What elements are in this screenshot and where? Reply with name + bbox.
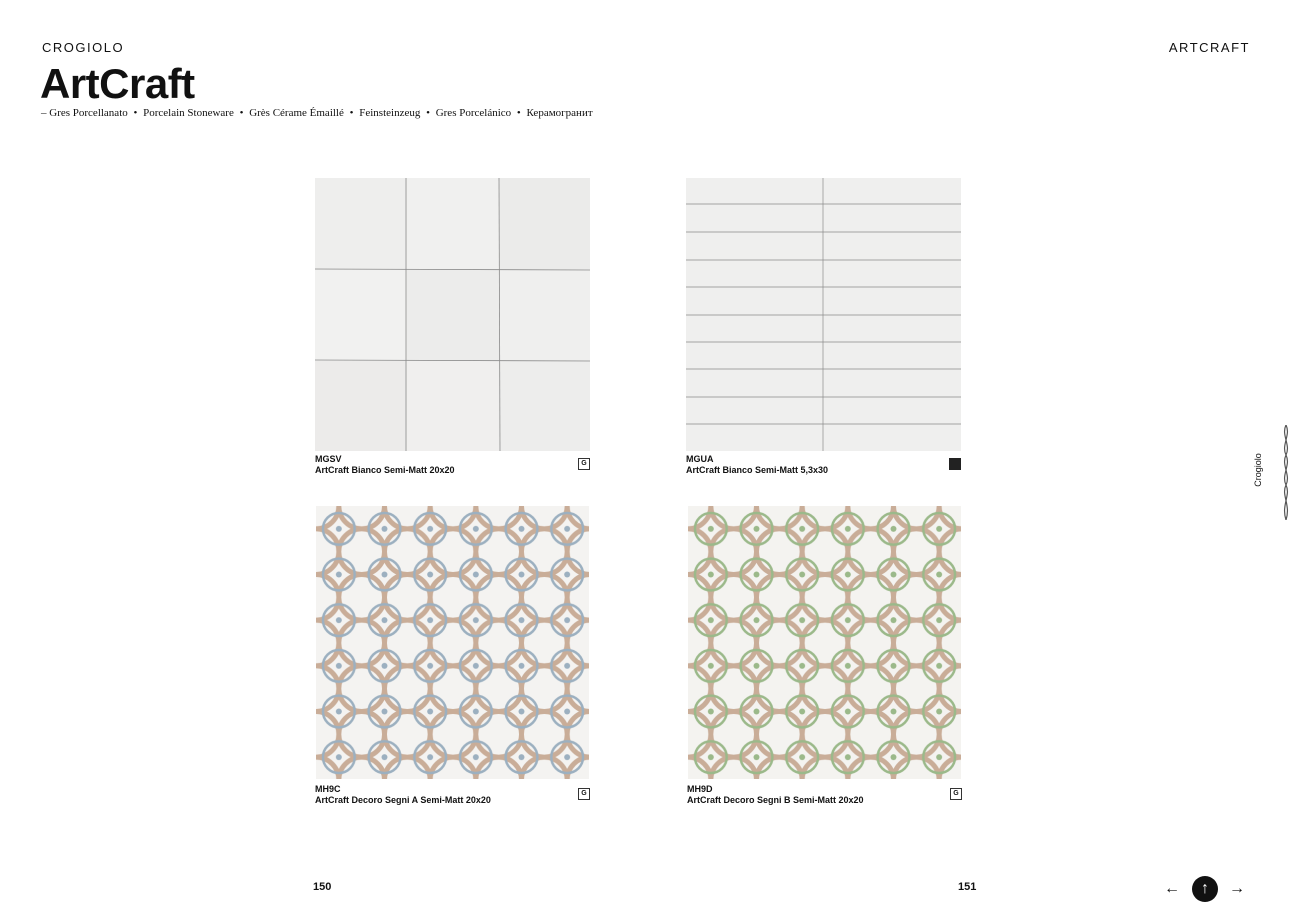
- product-caption: [687, 784, 962, 806]
- collection-name: ARTCRAFT: [1168, 40, 1250, 55]
- product-code: MH9C: [315, 784, 341, 794]
- subtitle-item: Gres Porcelánico: [435, 107, 512, 119]
- side-bookmark[interactable]: [1252, 425, 1283, 520]
- product-code: MGSV: [315, 454, 342, 464]
- product-image-mgsv[interactable]: [315, 178, 590, 451]
- subtitle-item: Керамогранит: [526, 107, 593, 119]
- arrow-right-icon[interactable]: →: [1229, 880, 1245, 897]
- product-image-mgua[interactable]: [686, 178, 961, 451]
- brand-name: CROGIOLO: [42, 40, 125, 55]
- subtitle-separator: •: [133, 107, 138, 119]
- material-subtitle: [41, 107, 596, 119]
- subtitle-separator: •: [516, 107, 521, 119]
- product-image-mh9c[interactable]: [315, 506, 590, 779]
- subtitle-item: Grès Cérame Émaillé: [249, 107, 344, 119]
- product-name: ArtCraft Bianco Semi-Matt 5,3x30: [686, 465, 829, 475]
- ornament-icon: [1281, 425, 1291, 520]
- subtitle-separator: •: [426, 107, 430, 119]
- product-name: ArtCraft Decoro Segni A Semi-Matt 20x20: [315, 795, 491, 805]
- arrow-up-icon[interactable]: ↑: [1192, 876, 1218, 902]
- page-number-left: 150: [313, 881, 332, 893]
- product-caption: [686, 454, 961, 476]
- usage-badge-icon: G: [578, 458, 590, 470]
- wall-usage-icon: [949, 458, 961, 470]
- side-label: Crogiolo: [1252, 453, 1263, 487]
- subtitle-separator: •: [349, 107, 354, 119]
- subtitle-item: – Gres Porcellanato: [41, 107, 128, 119]
- product-image-mh9d[interactable]: [687, 506, 962, 779]
- subtitle-item: Porcelain Stoneware: [143, 107, 234, 119]
- usage-badge-icon: G: [950, 788, 962, 800]
- usage-badge-icon: G: [578, 788, 590, 800]
- subtitle-separator: •: [239, 107, 244, 119]
- product-name: ArtCraft Bianco Semi-Matt 20x20: [315, 465, 455, 475]
- arrow-left-icon[interactable]: ←: [1164, 880, 1180, 897]
- product-code: MGUA: [686, 454, 714, 464]
- subtitle-item: Feinsteinzeug: [359, 107, 421, 119]
- page-number-right: 151: [958, 881, 977, 893]
- product-caption: [315, 784, 590, 806]
- page-title: ArtCraft: [40, 60, 195, 107]
- product-name: ArtCraft Decoro Segni B Semi-Matt 20x20: [687, 795, 864, 805]
- product-caption: [315, 454, 590, 476]
- product-code: MH9D: [687, 784, 713, 794]
